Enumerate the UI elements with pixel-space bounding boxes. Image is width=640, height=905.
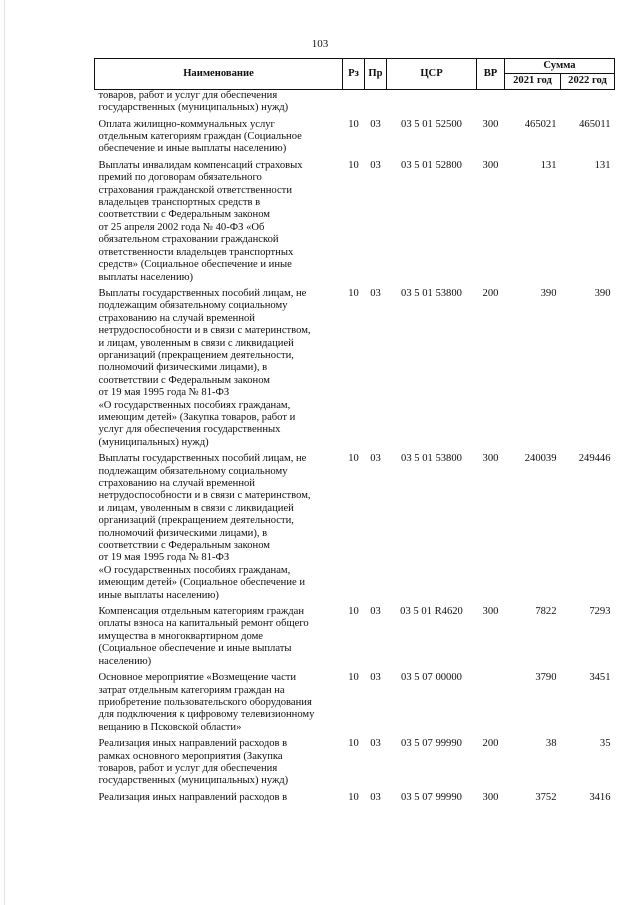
row-name-line: (Социальное обеспечение и иные выплаты <box>98 643 292 655</box>
budget-table <box>94 58 615 808</box>
scan-edge <box>4 0 5 905</box>
row-name-line: полномочий физическими лицами), в <box>98 362 268 374</box>
row-rz: 10 <box>348 738 359 750</box>
header-sum: Сумма <box>505 59 615 74</box>
row-name-line: обязательном страховании гражданской <box>98 234 279 246</box>
row-name-line: выплаты населению) <box>98 271 194 283</box>
row-rz: 10 <box>348 672 359 684</box>
row-name <box>95 453 343 606</box>
row-sum-2022: 249446 <box>578 453 611 465</box>
row-name-line: страхованию на случай временной <box>98 312 255 324</box>
row-pr: 03 <box>370 672 381 684</box>
row-name-line: приобретение пользовательского оборудования <box>98 696 312 708</box>
row-name-line: организаций (прекращением деятельности, <box>98 349 294 361</box>
row-name-line: имеющим детей» (Закупка товаров, работ и <box>98 411 296 423</box>
row-pr: 03 <box>370 453 381 465</box>
row-name-line: товаров, работ и услуг для обеспечения <box>98 89 278 101</box>
row-name-line: страхования гражданской ответственности <box>98 184 292 196</box>
row-vr: 300 <box>482 159 499 171</box>
row-pr <box>365 89 387 118</box>
header-csr: ЦСР <box>387 59 477 90</box>
row-sum-2022: 3416 <box>589 791 611 803</box>
row-name <box>95 672 343 738</box>
row-name-line: вещанию в Псковской области» <box>98 721 242 733</box>
row-rz: 10 <box>348 118 359 130</box>
row-sum-2022: 7293 <box>589 606 611 618</box>
row-vr <box>477 672 505 738</box>
row-name-line: соответствии с Федеральным законом <box>98 374 270 386</box>
row-sum-2022: 390 <box>594 287 611 299</box>
row-name-line: «О государственных пособиях гражданам, <box>98 399 291 411</box>
header-name: Наименование <box>95 59 343 90</box>
row-name-line: услуг для обеспечения государственных <box>98 424 281 436</box>
row-csr: 03 5 07 00000 <box>401 672 462 684</box>
row-rz: 10 <box>348 159 359 171</box>
row-sum-2022: 131 <box>594 159 611 171</box>
row-pr: 03 <box>370 791 381 803</box>
row-name-line: имущества в многоквартирном доме <box>98 630 264 642</box>
row-rz <box>343 89 365 118</box>
row-vr: 200 <box>482 738 499 750</box>
row-name-line: оплаты взноса на капитальный ремонт общего <box>98 618 309 630</box>
row-sum-2021: 390 <box>540 287 557 299</box>
row-name-line: нетрудоспособности и в связи с материнством, <box>98 325 311 337</box>
row-name-line: (муниципальных) нужд) <box>98 436 209 448</box>
header-rz: Рз <box>343 59 365 90</box>
row-name <box>95 606 343 672</box>
row-sum-2022 <box>561 89 615 118</box>
table-row <box>95 792 615 808</box>
row-vr: 300 <box>482 453 499 465</box>
row-pr: 03 <box>370 606 381 618</box>
row-csr: 03 5 01 R4620 <box>400 606 463 618</box>
row-sum-2021: 38 <box>545 738 557 750</box>
row-csr <box>387 89 477 118</box>
row-sum-2021: 131 <box>540 159 557 171</box>
row-pr: 03 <box>370 287 381 299</box>
row-name-line: нетрудоспособности и в связи с материнством, <box>98 490 311 502</box>
row-name-line: Выплаты государственных пособий лицам, не <box>98 453 307 465</box>
row-name-line: Реализация иных направлений расходов в <box>98 738 288 750</box>
row-name-line: Основное мероприятие «Возмещение части <box>98 672 297 684</box>
row-name-line: соответствии с Федеральным законом <box>98 540 270 552</box>
row-csr: 03 5 01 52500 <box>401 118 462 130</box>
row-name <box>95 89 343 118</box>
row-name-line: государственных (муниципальных) нужд) <box>98 102 289 114</box>
page-number: 103 <box>311 38 329 50</box>
row-sum-2021: 7822 <box>535 606 557 618</box>
row-sum-2021: 3790 <box>535 672 557 684</box>
row-name-line: подлежащим обязательному социальному <box>98 300 288 312</box>
row-sum-2021: 465021 <box>524 118 557 130</box>
header-pr: Пр <box>365 59 387 90</box>
row-name-line: иные выплаты населению) <box>98 589 219 601</box>
row-name-line: обеспечение и иные выплаты населению) <box>98 143 287 155</box>
row-name-line: от 19 мая 1995 года № 81-ФЗ <box>98 552 230 564</box>
row-name-line: владельцев транспортных средств в <box>98 197 261 209</box>
row-name-line: «О государственных пособиях гражданам, <box>98 564 291 576</box>
table-row <box>95 453 615 606</box>
row-vr: 300 <box>482 606 499 618</box>
budget-table-container <box>94 58 614 808</box>
row-name <box>95 738 343 792</box>
table-row <box>95 288 615 453</box>
row-name-line: рамках основного мероприятия (Закупка <box>98 750 283 762</box>
header-vr: ВР <box>477 59 505 90</box>
row-sum-2022: 3451 <box>589 672 611 684</box>
row-name-line: Выплаты государственных пособий лицам, не <box>98 287 307 299</box>
row-rz: 10 <box>348 287 359 299</box>
row-vr: 300 <box>482 791 499 803</box>
row-name-line: и лицам, уволенным в связи с ликвидацией <box>98 337 294 349</box>
row-name-line: соответствии с Федеральным законом <box>98 209 270 221</box>
row-sum-2022: 35 <box>599 738 611 750</box>
row-vr: 200 <box>482 287 499 299</box>
row-sum-2021: 240039 <box>524 453 557 465</box>
row-name <box>95 288 343 453</box>
row-pr: 03 <box>370 159 381 171</box>
row-name-line: Реализация иных направлений расходов в <box>98 791 288 803</box>
row-rz: 10 <box>348 453 359 465</box>
row-name-line: товаров, работ и услуг для обеспечения <box>98 762 278 774</box>
row-sum-2021: 3752 <box>535 791 557 803</box>
row-name-line: затрат отдельным категориям граждан на <box>98 684 285 696</box>
row-csr: 03 5 07 99990 <box>401 791 462 803</box>
row-name <box>95 792 343 808</box>
row-name-line: подлежащим обязательному социальному <box>98 465 288 477</box>
row-pr: 03 <box>370 738 381 750</box>
header-year-2021: 2021 год <box>505 74 561 89</box>
row-name <box>95 119 343 160</box>
row-name-line: и лицам, уволенным в связи с ликвидацией <box>98 502 294 514</box>
table-row <box>95 160 615 288</box>
row-name-line: от 25 апреля 2002 года № 40-ФЗ «Об <box>98 221 265 233</box>
row-name-line: премий по договорам обязательного <box>98 172 262 184</box>
table-row <box>95 672 615 738</box>
row-name-line: от 19 мая 1995 года № 81-ФЗ <box>98 387 230 399</box>
row-name-line: для подключения к цифровому телевизионному <box>98 709 315 721</box>
row-name <box>95 160 343 288</box>
row-name-line: организаций (прекращением деятельности, <box>98 515 294 527</box>
row-csr: 03 5 07 99990 <box>401 738 462 750</box>
row-name-line: Оплата жилищно-коммунальных услуг <box>98 118 275 130</box>
row-csr: 03 5 01 53800 <box>401 287 462 299</box>
row-vr: 300 <box>482 118 499 130</box>
row-rz: 10 <box>348 606 359 618</box>
row-name-line: населению) <box>98 655 152 667</box>
table-row <box>95 738 615 792</box>
row-name-line: Выплаты инвалидам компенсаций страховых <box>98 159 303 171</box>
row-rz: 10 <box>348 791 359 803</box>
row-sum-2021 <box>505 89 561 118</box>
row-sum-2022: 465011 <box>579 118 611 130</box>
table-body <box>95 89 615 808</box>
header-year-2022: 2022 год <box>561 74 615 89</box>
row-csr: 03 5 01 53800 <box>401 453 462 465</box>
row-csr: 03 5 01 52800 <box>401 159 462 171</box>
row-name-line: отдельным категориям граждан (Социальное <box>98 131 302 143</box>
table-row <box>95 89 615 118</box>
table-row <box>95 606 615 672</box>
row-pr: 03 <box>370 118 381 130</box>
row-name-line: полномочий физическими лицами), в <box>98 527 268 539</box>
table-row <box>95 119 615 160</box>
row-name-line: средств» (Социальное обеспечение и иные <box>98 259 292 271</box>
row-name-line: Компенсация отдельным категориям граждан <box>98 606 305 618</box>
row-name-line: ответственности владельцев транспортных <box>98 246 294 258</box>
row-name-line: государственных (муниципальных) нужд) <box>98 775 289 787</box>
row-vr <box>477 89 505 118</box>
row-name-line: имеющим детей» (Социальное обеспечение и <box>98 577 306 589</box>
row-name-line: страхованию на случай временной <box>98 478 255 489</box>
table-header <box>95 59 615 90</box>
